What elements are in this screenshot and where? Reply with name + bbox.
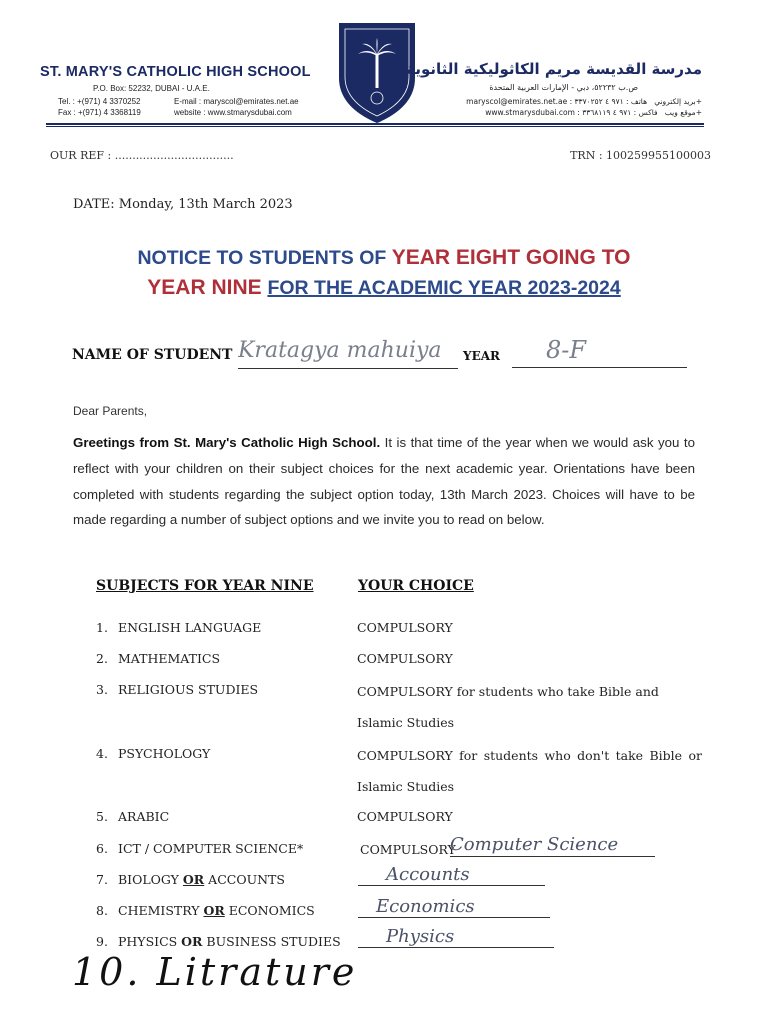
choice-cell: COMPULSORY xyxy=(360,842,456,857)
school-po-box: P.O. Box: 52232, DUBAI - U.A.E. xyxy=(93,84,210,93)
table-row: 4. PSYCHOLOGY xyxy=(96,746,211,761)
physics-business-choice-field[interactable]: Physics xyxy=(358,926,554,948)
notice-part4: FOR THE ACADEMIC YEAR 2023-2024 xyxy=(267,277,621,299)
student-name-field[interactable]: Kratagya mahuiya xyxy=(238,338,458,369)
choice-cell: COMPULSORY xyxy=(357,651,453,666)
notice-part3: YEAR NINE xyxy=(147,276,268,299)
choice-cell: COMPULSORY for students who don't take Bible or Islamic Studies xyxy=(357,748,702,794)
year-label: YEAR xyxy=(463,349,500,363)
school-name: ST. MARY'S CATHOLIC HIGH SCHOOL xyxy=(40,64,311,80)
table-row: 6. ICT / COMPUTER SCIENCE* xyxy=(96,841,304,856)
choice-cell: COMPULSORY for students who take Bible and Islamic Studies xyxy=(357,684,659,730)
choice-cell: COMPULSORY xyxy=(357,809,453,824)
letterhead-rule-thin xyxy=(46,126,704,127)
chemistry-economics-choice-field[interactable]: Economics xyxy=(358,896,550,918)
salutation: Dear Parents, xyxy=(73,404,148,418)
table-row: 8. CHEMISTRY OR ECONOMICS xyxy=(96,903,315,918)
table-row: 9. PHYSICS OR BUSINESS STUDIES xyxy=(96,934,341,949)
subjects-table xyxy=(0,616,768,956)
greeting-bold: Greetings from St. Mary's Catholic High School. xyxy=(73,435,381,450)
arabic-fax: فاكس : ٩٧١ ٤ ٣٣٦٨١١٩+ xyxy=(582,108,702,117)
table-row: 5. ARABIC xyxy=(96,809,170,824)
email: E-mail : maryscol@emirates.net.ae xyxy=(174,97,299,106)
computer-science-choice-field[interactable]: Computer Science xyxy=(450,834,655,857)
year-field[interactable]: 8-F xyxy=(512,336,687,368)
table-row: 7. BIOLOGY OR ACCOUNTS xyxy=(96,872,285,887)
arabic-email: maryscol@emirates.net.ae : بريد إلكتروني xyxy=(466,97,696,106)
our-ref: OUR REF : .................................. xyxy=(50,149,234,162)
notice-title-line2 xyxy=(0,276,768,300)
choice-header: YOUR CHOICE xyxy=(358,578,474,594)
greeting-paragraph xyxy=(73,430,695,533)
greeting-text: It is that time of the year when we would ask you to reflect with your children on their subject choices for the next academic year. Orientations have been completed with students regarding the subject option today, 13th March 2023. Choices will have to be made regarding a number of subject options and we invite you to read on below. xyxy=(73,435,695,528)
table-row: 3. RELIGIOUS STUDIES xyxy=(96,682,259,697)
subjects-header: SUBJECTS FOR YEAR NINE xyxy=(96,578,314,594)
notice-part1: NOTICE TO STUDENTS OF xyxy=(137,247,392,269)
letter-date: DATE: Monday, 13th March 2023 xyxy=(73,197,293,212)
table-row: 2. MATHEMATICS xyxy=(96,651,221,666)
choice-cell: COMPULSORY xyxy=(357,620,453,635)
notice-part2: YEAR EIGHT GOING TO xyxy=(391,246,631,269)
student-name-label: NAME OF STUDENT xyxy=(72,347,233,363)
letterhead-rule xyxy=(46,123,704,125)
website: website : www.stmarysdubai.com xyxy=(174,108,292,117)
contact-left xyxy=(58,96,338,118)
contact-right xyxy=(422,96,702,118)
tel: Tel. : +(971) 4 3370252 xyxy=(58,97,141,106)
arabic-tel: هاتف : ٩٧١ ٤ ٣٣٧٠٢٥٢+ xyxy=(574,97,702,106)
biology-accounts-choice-field[interactable]: Accounts xyxy=(358,864,545,886)
notice-title-line1 xyxy=(0,246,768,270)
arabic-school-name: مدرسة القديسة مريم الكاثوليكية الثانوية xyxy=(406,60,702,78)
table-row: 1. ENGLISH LANGUAGE xyxy=(96,620,262,635)
arabic-web: www.stmarysdubai.com : موقع ويب xyxy=(485,108,696,117)
trn-number: TRN : 100259955100003 xyxy=(570,149,711,162)
arabic-address: ص.ب ٥٢٢٣٢، دبي - الإمارات العربية المتحدة xyxy=(489,83,638,92)
handwritten-extra-subject: 10. Litrature xyxy=(72,950,358,994)
fax: Fax : +(971) 4 3368119 xyxy=(58,108,141,117)
